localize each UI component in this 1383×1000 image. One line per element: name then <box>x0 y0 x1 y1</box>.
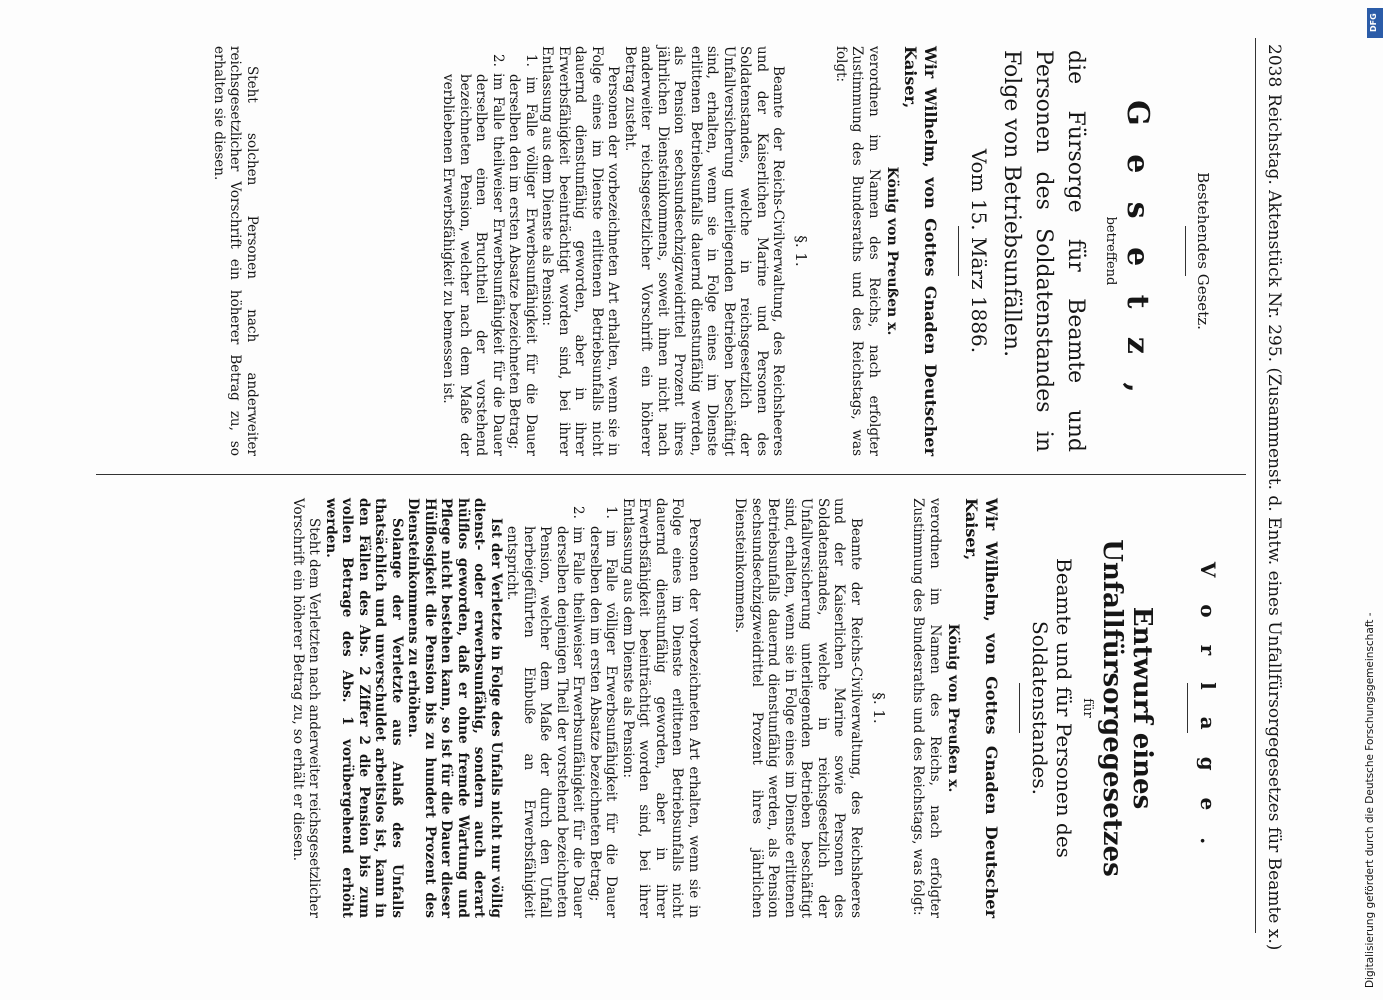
left-item2 <box>440 46 506 456</box>
right-vorlage: V o r l a g e . <box>1196 561 1220 855</box>
left-para1: Beamte der Reichs-Civilverwaltung, des Reichsheeres und der Kaiserlichen Marine und Personen des Soldatenstandes, welche in reichsgesetzlich der Unfallversicherung unterliegenden Betrieben beschäftigt sind, erhalten, wenn sie in Folge eines im Dienste erlittenen Betriebsunfalls dauernd dienstunfähig werden, als Pension sechsundsechzigzweidrittel Prozent ihres jährlichen Diensteinkommens, soweit ihnen nicht nach anderweiter reichsgesetzlicher Vorschrift ein höherer Betrag zusteht. <box>622 46 787 456</box>
right-item2 <box>504 498 587 918</box>
right-verordnen: verordnen im Namen des Reichs, nach erfolgter Zustimmung des Bundesraths und des Reichstags, was folgt: <box>910 498 943 918</box>
digitization-credit: Digitalisierung gefördert durch die Deutsche Forschungsgemeinschaft - <box>1364 612 1376 988</box>
right-para3: Ist der Verletzte in Folge des Unfalls nicht nur völlig dienst- oder erwerbsunfähig, sondern auch derart hülflos geworden, daß er ohne fremde Wartung und Pflege nicht bestehen kann, so ist für die Dauer dieser Hülflosigkeit die Pension bis zu hundert Prozent des Diensteinkommens zu erhöhen. <box>405 498 504 918</box>
right-para1: Beamte der Reichs-Civilverwaltung, des Reichsheeres und der Kaiserlichen Marine sowie Personen des Soldatenstandes, welche in reichsgesetzlich der Unfallversicherung unterliegenden Betrieben beschäftigt sind, erhalten, wenn sie in Folge eines im Dienste erlittenen Betriebsunfalls dauernd dienstunfähig werden, als Pension sechsundsechzigzweidrittel Prozent ihres jährlichen Diensteinkommens. <box>732 498 864 918</box>
divider <box>958 226 959 276</box>
left-betreffend: betreffend <box>1103 216 1118 286</box>
right-item1-num: 1. <box>603 506 620 519</box>
left-item1-text: im Falle völliger Erwerbsunfähigkeit für die Dauer derselben den im ersten Absatze bezeichneten Betrag; <box>506 74 539 456</box>
left-section: §. 1. <box>792 235 811 267</box>
header-line: Reichstag. Aktenstück Nr. 295. (Zusammenst. d. Entw. eines Unfallfürsorgegesetzes für Beamte x.) <box>1264 94 1284 951</box>
left-item1 <box>506 46 539 456</box>
left-para2: Personen der vorbezeichneten Art erhalten, wenn sie in Folge eines im Dienste erlittenen Betriebsunfalls nicht dauernd dienstunfähig geworden, aber in ihrer Erwerbsfähigkeit beeinträchtigt worden sind, bei ihrer Entlassung aus dem Dienste als Pension: <box>539 46 622 456</box>
page-header <box>1255 38 1286 951</box>
right-title: Entwurf eines Unfallfürsorgegesetzes <box>1097 539 1157 877</box>
divider <box>1187 683 1188 733</box>
left-gesetz-title: die Fürsorge für Beamte und Personen des Soldatenstandes in Folge von Betriebsunfällen. <box>999 50 1088 452</box>
left-item2-text: im Falle theilweiser Erwerbsunfähigkeit für die Dauer derselben einen Bruchtheil der vorstehend bezeichneten Pension, welcher nach dem Maße der verbliebenen Erwerbsfähigkeit zu bemessen ist. <box>440 73 506 456</box>
rotated-document <box>86 38 1286 951</box>
divider <box>1019 683 1020 733</box>
right-subtitle: Beamte und für Personen des Soldatenstandes. <box>1028 558 1076 858</box>
right-para4: Solange der Verletzte aus Anlaß des Unfalls thatsächlich und unverschuldet arbeitslos ist, kann in den Fällen des Abs. 2 Ziffer 2 die Pension bis zum vollen Betrage des Abs. 1 vorübergehend erhöht werden. <box>323 498 405 918</box>
right-para2: Personen der vorbezeichneten Art erhalten, wenn sie in Folge eines im Dienste erlittenen Betriebsunfalls nicht dauernd dienstunfähig geworden, aber in ihrer Erwerbsfähigkeit beeinträchtigt worden sind, bei ihrer Entlassung aus dem Dienste als Pension: <box>620 498 702 918</box>
left-subhead: Bestehendes Gesetz. <box>1194 172 1212 330</box>
right-koenig: König von Preußen x. <box>945 623 961 793</box>
left-column <box>211 46 1243 456</box>
divider <box>1185 226 1186 276</box>
right-item1-text: im Falle völliger Erwerbsunfähigkeit für die Dauer derselben den im ersten Absatze bezeichneten Betrag; <box>587 526 620 918</box>
left-verordnen: verordnen im Namen des Reichs, nach erfolgter Zustimmung des Bundesraths und des Reichstags, was folgt: <box>833 46 882 456</box>
right-fuer: für <box>1080 698 1095 718</box>
dfg-logo-text: DFG <box>1369 13 1378 32</box>
right-section: §. 1. <box>870 692 888 724</box>
left-item1-num: 1. <box>523 54 539 67</box>
column-divider <box>96 474 1246 475</box>
right-para5: Steht dem Verletzten nach anderweiter reichsgesetzlicher Vorschrift ein höherer Betrag zu, so erhält er diesen. <box>290 498 323 918</box>
left-wir: Wir Wilhelm, von Gottes Gnaden Deutscher Kaiser, <box>901 46 940 456</box>
left-item2-num: 2. <box>490 54 506 67</box>
right-item1 <box>587 498 620 918</box>
right-wir: Wir Wilhelm, von Gottes Gnaden Deutscher Kaiser, <box>962 498 1001 918</box>
right-column <box>290 498 1243 918</box>
right-item2-text: im Falle theilweiser Erwerbsunfähigkeit für die Dauer derselben denjenigen Theil der vorstehend bezeichneten Pension, welcher dem Maße der durch den Unfall herbeigeführten Einbuße an Erwerbsfähigkeit entspricht. <box>504 526 587 918</box>
left-title: G e s e t z , <box>1120 100 1155 402</box>
left-date: Vom 15. März 1886. <box>967 148 991 354</box>
right-item2-num: 2. <box>570 506 587 519</box>
page-number: 2038 <box>1264 44 1284 88</box>
left-para3: Steht solchen Personen nach anderweiter reichsgesetzlicher Vorschrift ein höherer Betrag zu, so erhalten sie diesen. <box>211 46 260 456</box>
dfg-logo <box>1367 8 1383 38</box>
left-koenig: König von Preußen x. <box>884 166 900 336</box>
